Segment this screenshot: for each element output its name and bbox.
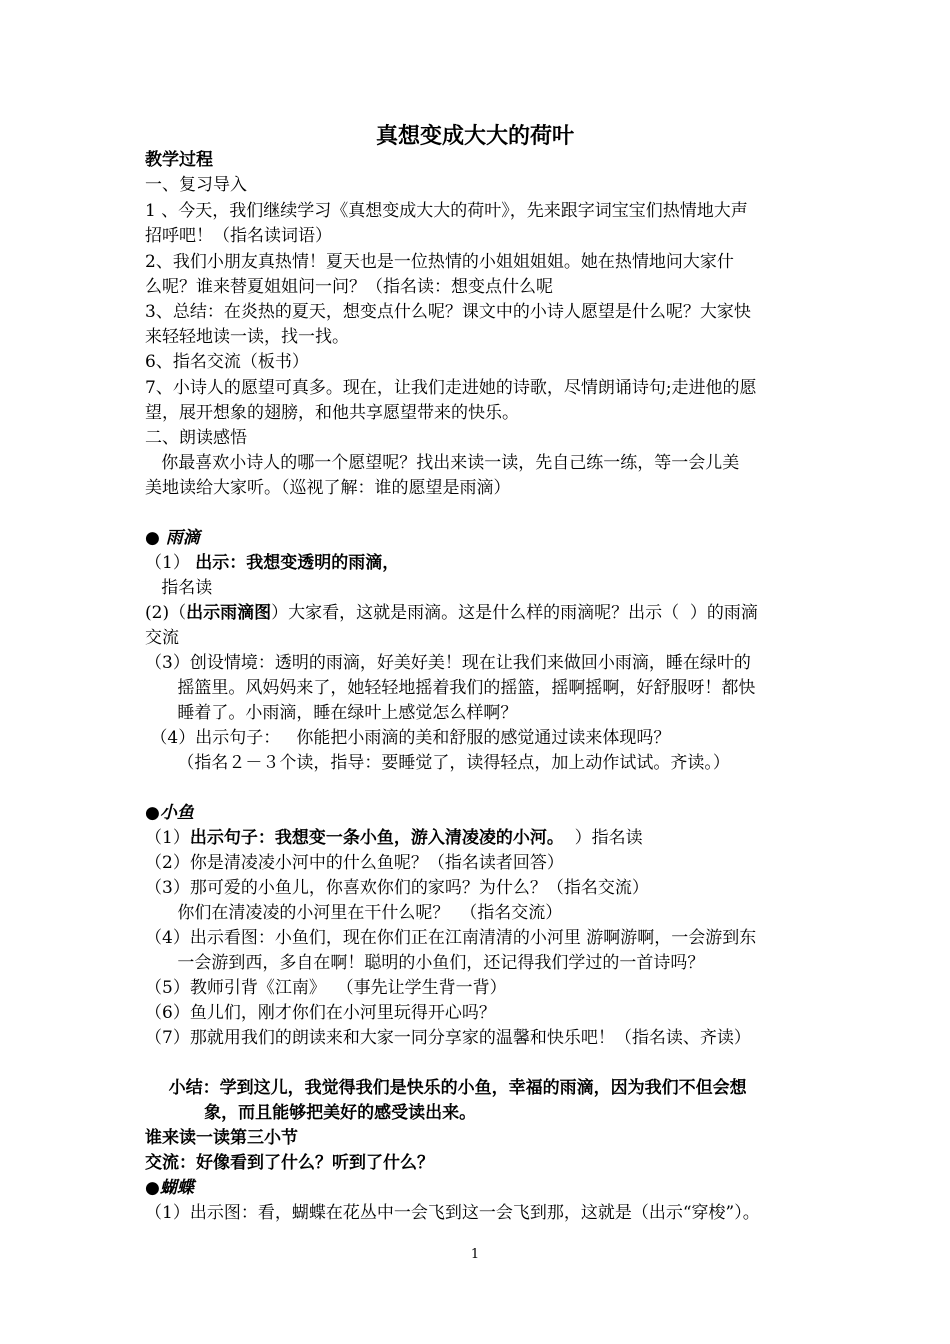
paragraph-line: （4）出示句子： 你能把小雨滴的美和舒服的感觉通过读来体现吗？ — [145, 728, 671, 748]
paragraph-line: （7）那就用我们的朗读来和大家一同分享家的温馨和快乐吧！（指名读、齐读） — [145, 1028, 751, 1048]
item-number: （1） — [145, 828, 190, 848]
paragraph-line: 一会游到西，多自在啊！聪明的小鱼们，还记得我们学过的一首诗吗？ — [145, 953, 705, 973]
paragraph-line: （5）教师引背《江南》 （事先让学生背一背） — [145, 978, 507, 998]
paragraph-line — [145, 826, 815, 851]
item-number: （1） — [145, 553, 190, 573]
bold-text: 出示句子：我想变一条小鱼，游入清凌凌的小河。 — [189, 828, 564, 848]
bold-text: 出示：我想变透明的雨滴， — [195, 553, 400, 573]
paragraph-line: （1）出示图：看，蝴蝶在花丛中一会飞到这一会飞到那，这就是（出示“穿梭”）。 — [145, 1203, 760, 1223]
page-number: 1 — [470, 1247, 480, 1262]
text-run: (2)（ — [145, 603, 187, 623]
paragraph-line: （4）出示看图：小鱼们，现在你们正在江南清清的小河里 游啊游啊，一会游到东 — [145, 928, 757, 948]
paragraph-line: 么呢？谁来替夏姐姐问一问？（指名读：想变点什么呢 — [145, 277, 553, 297]
paragraph-line: 摇篮里。风妈妈来了，她轻轻地摇着我们的摇篮，摇啊摇啊，好舒服呀！都快 — [145, 678, 756, 698]
paragraph-line: 二、朗读感悟 — [145, 428, 247, 448]
bold-line: 谁来读一读第三小节 — [145, 1128, 298, 1148]
paragraph-line: 2、我们小朋友真热情！夏天也是一位热情的小姐姐姐姐。她在热情地问大家什 — [145, 252, 734, 272]
section-heading: 教学过程 — [145, 150, 213, 170]
paragraph-line: 一、复习导入 — [145, 175, 247, 195]
paragraph-line — [145, 551, 815, 576]
paragraph-line: 美地读给大家听。（巡视了解：谁的愿望是雨滴） — [145, 478, 511, 498]
summary-line: 小结：学到这儿，我觉得我们是快乐的小鱼，幸福的雨滴，因为我们不但会想 — [145, 1078, 747, 1098]
paragraph-line: 你们在清凌凌的小河里在干什么呢？ （指名交流） — [145, 903, 563, 923]
paragraph-line: 交流 — [145, 628, 179, 648]
paragraph-line: 1 、今天，我们继续学习《真想变成大大的荷叶》，先来跟字词宝宝们热情地大声 — [145, 201, 748, 221]
subsection-butterfly: ●蝴蝶 — [145, 1178, 194, 1198]
bold-line: 交流：好像看到了什么？听到了什么？ — [145, 1153, 434, 1173]
paragraph-line: （6）鱼儿们，刚才你们在小河里玩得开心吗？ — [145, 1003, 496, 1023]
paragraph-line: 3、总结：在炎热的夏天，想变点什么呢？课文中的小诗人愿望是什么呢？大家快 — [145, 302, 751, 322]
text-run: ）大家看，这就是雨滴。这是什么样的雨滴呢？出示（ ）的雨滴 — [271, 603, 758, 623]
bold-text: 出示雨滴图 — [186, 603, 272, 623]
paragraph-line — [145, 601, 815, 626]
paragraph-line: 望，展开想象的翅膀，和他共享愿望带来的快乐。 — [145, 403, 519, 423]
paragraph-line: 7、小诗人的愿望可真多。现在，让我们走进她的诗歌，尽情朗诵诗句;走进他的愿 — [145, 378, 757, 398]
paragraph-line: （3）那可爱的小鱼儿，你喜欢你们的家吗？为什么？（指名交流） — [145, 878, 649, 898]
page-title: 真想变成大大的荷叶 — [375, 123, 574, 149]
summary-line: 象，而且能够把美好的感受读出来。 — [145, 1103, 477, 1123]
paragraph-line: 招呼吧！（指名读词语） — [145, 226, 332, 246]
paragraph-line: 来轻轻地读一读，找一找。 — [145, 327, 349, 347]
paragraph-line: 睡着了。小雨滴，睡在绿叶上感觉怎么样啊？ — [145, 703, 518, 723]
text-run: ）指名读 — [563, 828, 643, 848]
subsection-raindrop: ● 雨滴 — [145, 528, 200, 548]
paragraph-line: 6、指名交流（板书） — [145, 352, 309, 372]
paragraph-line: （指名２－３个读，指导：要睡觉了，读得轻点，加上动作试试。齐读。） — [145, 753, 730, 773]
paragraph-line: （2）你是清凌凌小河中的什么鱼呢？（指名读者回答） — [145, 853, 564, 873]
subsection-fish: ●小鱼 — [145, 803, 194, 823]
paragraph-line: 你最喜欢小诗人的哪一个愿望呢？找出来读一读，先自己练一练，等一会儿美 — [145, 453, 740, 473]
paragraph-line: （3）创设情境：透明的雨滴，好美好美！现在让我们来做回小雨滴，睡在绿叶的 — [145, 653, 751, 673]
paragraph-line: 指名读 — [145, 578, 213, 598]
